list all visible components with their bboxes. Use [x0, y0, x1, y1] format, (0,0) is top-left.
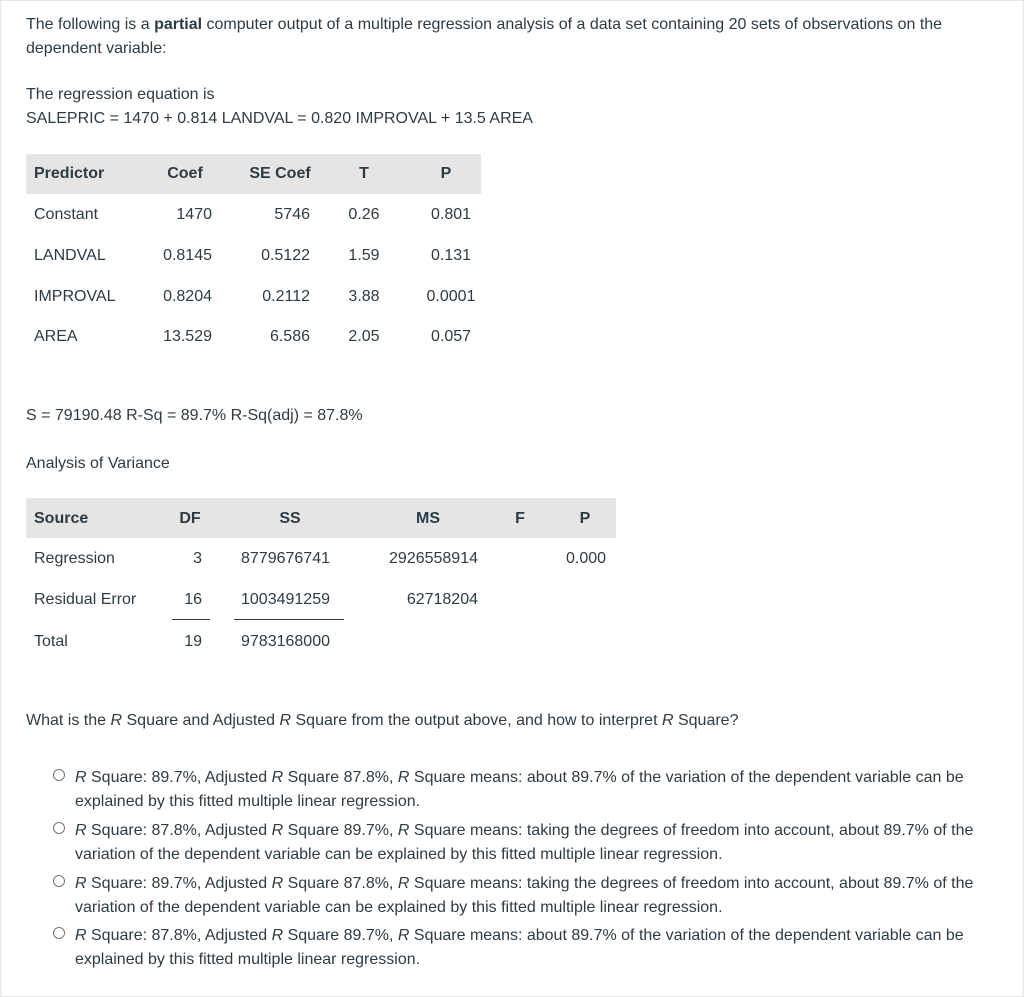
coef-cell: 0.2112: [262, 288, 310, 305]
coef-cell: 2.05: [348, 328, 380, 345]
coef-header-predictor: Predictor: [34, 165, 105, 182]
anova-header-ss: SS: [279, 510, 301, 527]
answer-option-label[interactable]: R Square: 89.7%, Adjusted R Square 87.8%, R Square means: about 89.7% of the variation of the dependent variable can be explained by this fitted multiple linear regression.: [75, 769, 964, 810]
anova-cell: Residual Error: [34, 591, 137, 608]
radio-circle-icon[interactable]: [53, 822, 65, 834]
radio-circle-icon[interactable]: [53, 927, 65, 939]
regression-heading: The regression equation is: [26, 86, 215, 103]
anova-header-p: P: [579, 510, 591, 527]
coef-cell: 0.8204: [163, 288, 212, 305]
anova-cell: 19: [184, 633, 202, 650]
anova-cell: 16: [184, 591, 202, 608]
coef-cell: 1.59: [348, 247, 380, 264]
anova-header-df: DF: [179, 510, 201, 527]
anova-cell: 0.000: [565, 550, 607, 567]
coef-header-coef: Coef: [167, 165, 203, 182]
model-summary: S = 79190.48 R-Sq = 89.7% R-Sq(adj) = 87.8%: [26, 407, 363, 424]
coef-cell: 0.131: [430, 247, 472, 264]
coef-cell: 0.057: [430, 328, 472, 345]
coef-cell: 1470: [176, 206, 212, 223]
coef-cell: 13.529: [163, 328, 212, 345]
coef-header-t: T: [359, 165, 369, 182]
coef-cell: IMPROVAL: [34, 288, 116, 305]
anova-cell: 1003491259: [241, 591, 330, 608]
coef-cell: Constant: [34, 206, 99, 223]
anova-header-source: Source: [34, 510, 89, 527]
intro-text-start: The following is a: [26, 16, 155, 33]
answer-option-label[interactable]: R Square: 87.8%, Adjusted R Square 89.7%, R Square means: taking the degrees of freedom into account, about 89.7% of the variation of the dependent variable can be explained by this fitted multiple linear regression.: [75, 822, 974, 863]
coef-cell: 0.801: [430, 206, 472, 223]
intro-bold-word: partial: [154, 16, 203, 33]
coef-cell: 0.8145: [163, 247, 212, 264]
anova-header-f: F: [515, 510, 525, 527]
coef-cell: AREA: [34, 328, 78, 345]
ss-sum-rule: [234, 619, 344, 620]
coef-cell: 6.586: [269, 328, 310, 345]
answer-option-label[interactable]: R Square: 89.7%, Adjusted R Square 87.8%, R Square means: taking the degrees of freedom into account, about 89.7% of the variation of the dependent variable can be explained by this fitted multiple linear regression.: [75, 875, 974, 916]
anova-cell: 3: [193, 550, 202, 567]
intro-text-end: computer output of a multiple regression analysis of a data set containing 20 sets of observations on the dependent variable:: [26, 16, 943, 57]
regression-equation: SALEPRIC = 1470 + 0.814 LANDVAL = 0.820 IMPROVAL + 13.5 AREA: [26, 110, 533, 127]
coef-cell: 3.88: [348, 288, 380, 305]
anova-cell: 62718204: [406, 591, 478, 608]
intro-paragraph: [26, 13, 1001, 61]
anova-cell: 2926558914: [389, 550, 478, 567]
answer-option-label[interactable]: R Square: 87.8%, Adjusted R Square 89.7%, R Square means: about 89.7% of the variation of the dependent variable can be explained by this fitted multiple linear regression.: [75, 927, 964, 968]
coef-header-se-coef: SE Coef: [249, 165, 311, 182]
coef-cell: 5746: [274, 206, 310, 223]
radio-circle-icon[interactable]: [53, 769, 65, 781]
anova-cell: 9783168000: [241, 633, 330, 650]
anova-title: Analysis of Variance: [26, 455, 170, 472]
coef-cell: 0.0001: [426, 288, 476, 305]
anova-cell: Total: [34, 633, 68, 650]
coef-header-p: P: [440, 165, 452, 182]
anova-cell: Regression: [34, 550, 115, 567]
coef-cell: 0.26: [348, 206, 380, 223]
question-text: What is the R Square and Adjusted R Square from the output above, and how to interpret R Square?: [26, 712, 739, 729]
df-sum-rule: [172, 619, 210, 620]
coef-cell: LANDVAL: [34, 247, 106, 264]
anova-header-ms: MS: [416, 510, 440, 527]
anova-cell: 8779676741: [241, 550, 330, 567]
radio-circle-icon[interactable]: [53, 875, 65, 887]
coef-cell: 0.5122: [261, 247, 310, 264]
